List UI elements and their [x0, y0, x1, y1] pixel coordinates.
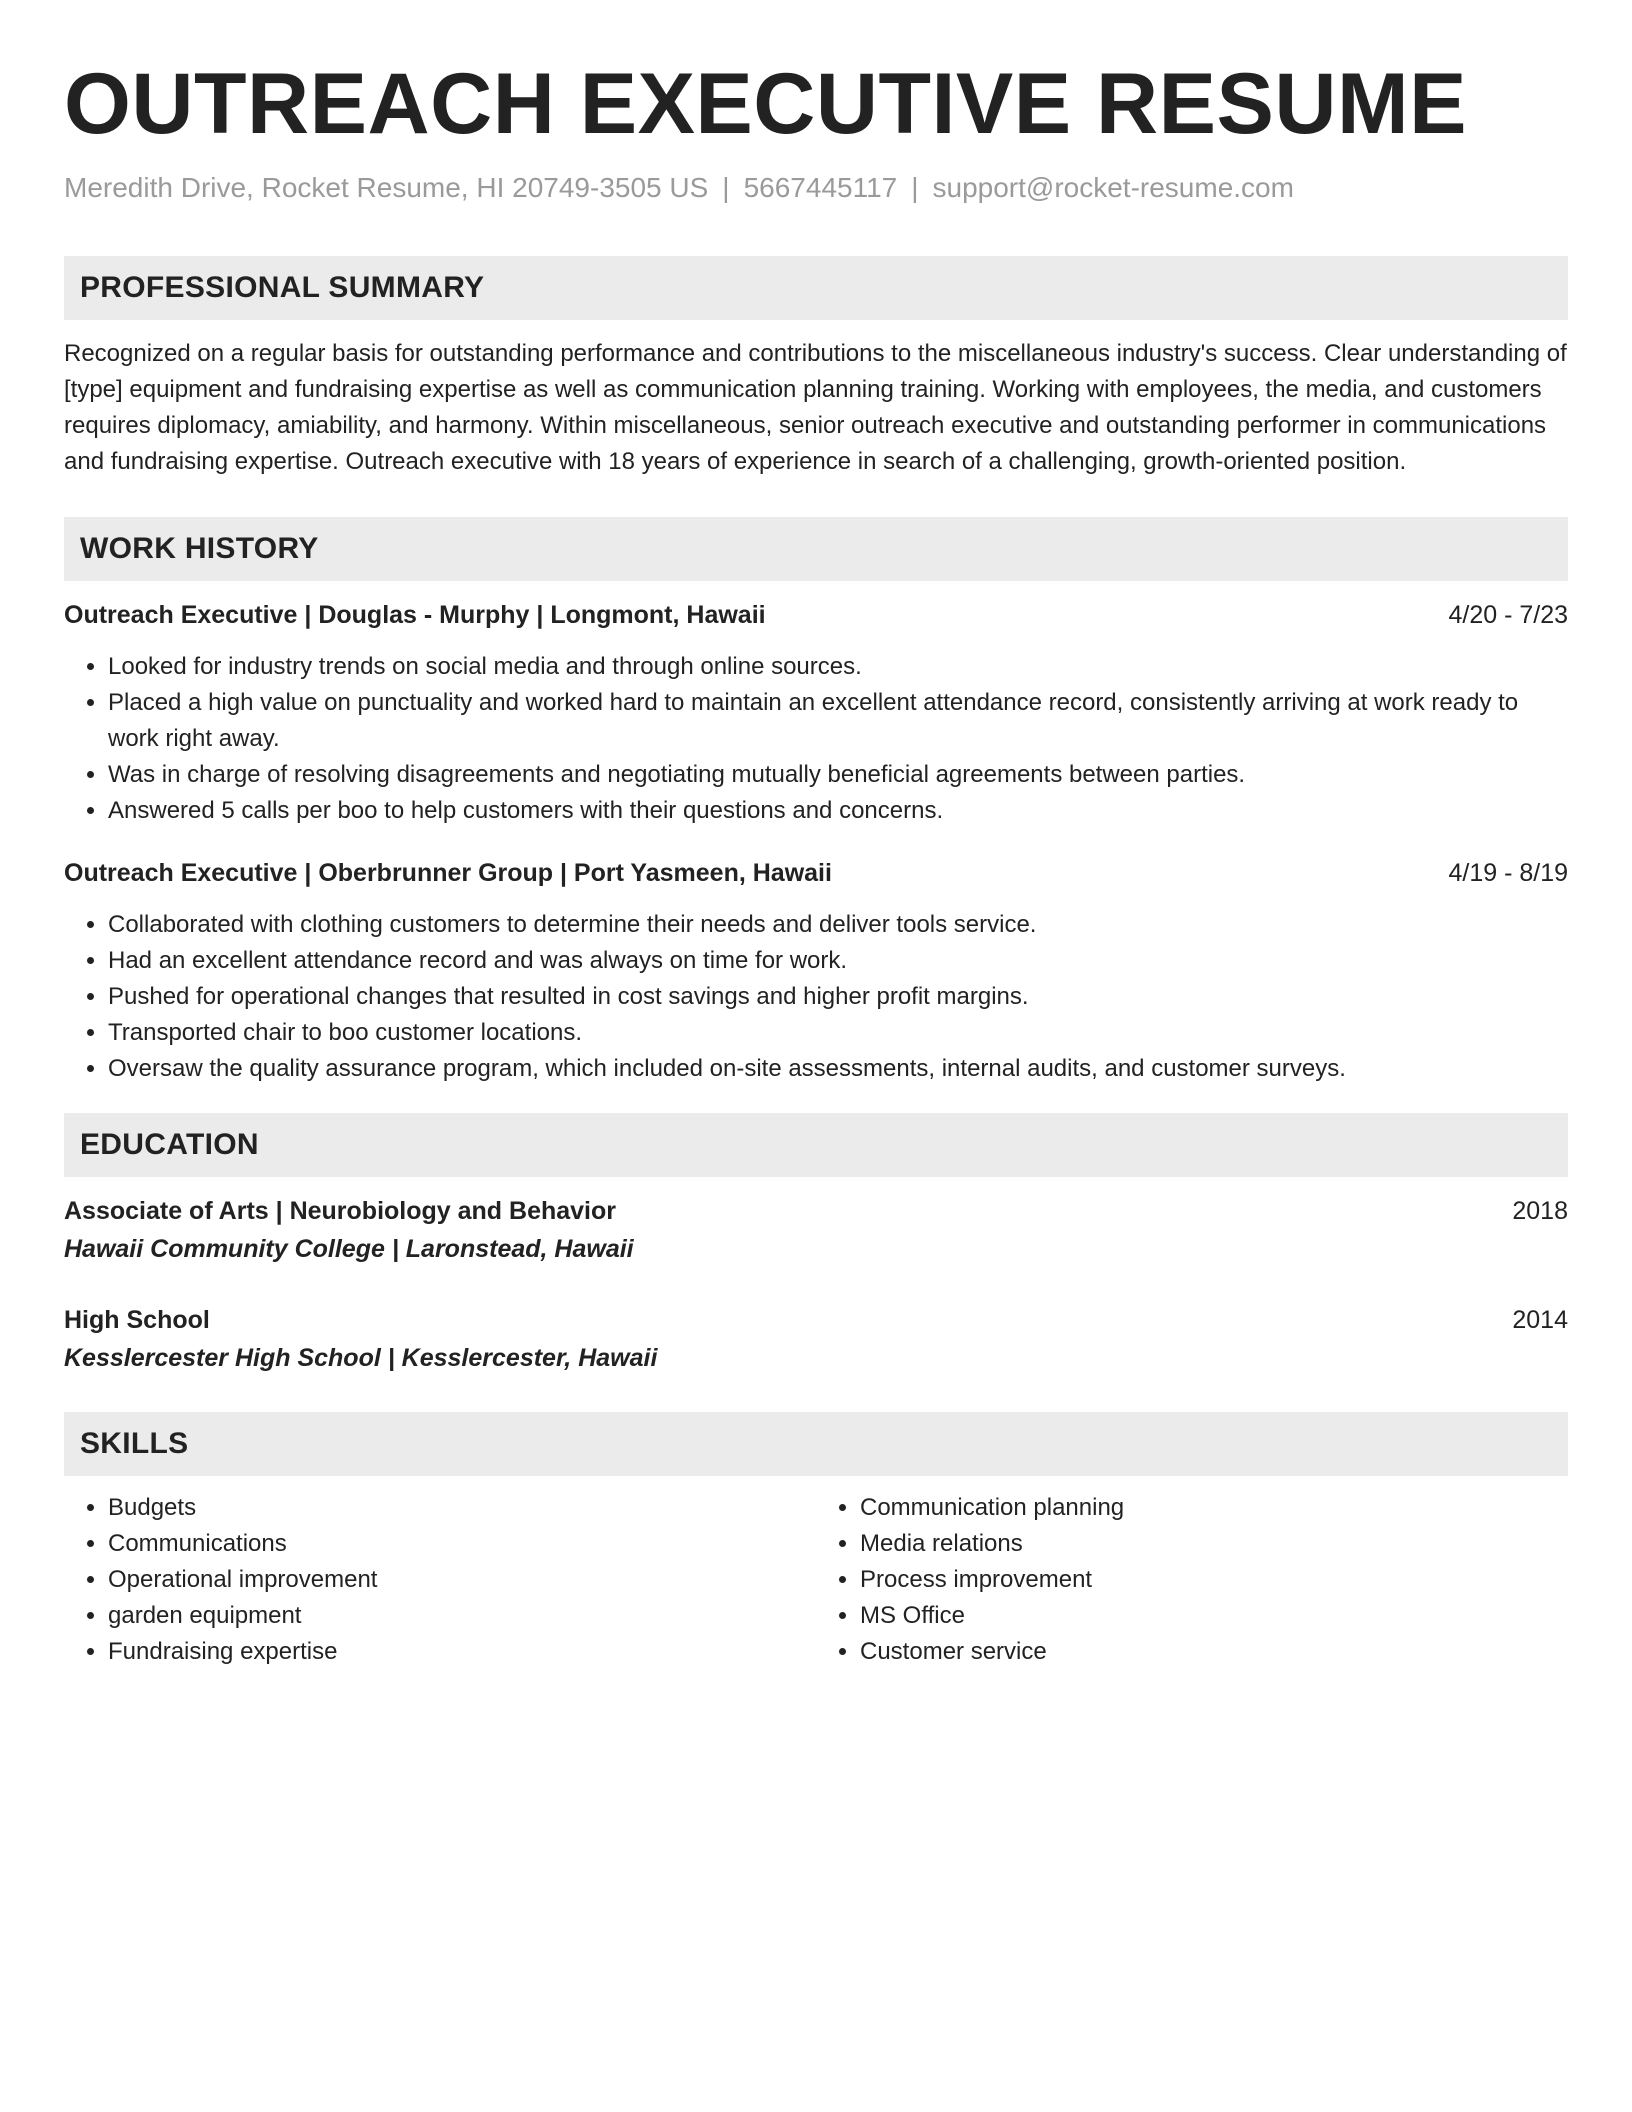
skills-column-left — [64, 1490, 816, 1670]
job-header — [64, 597, 1568, 633]
job-bullet: • Transported chair to boo customer locations. — [108, 1015, 1568, 1051]
skill-item: • Communication planning — [860, 1490, 1568, 1526]
contact-phone: 5667445117 — [743, 172, 898, 203]
contact-separator: | — [911, 172, 919, 203]
job-entry — [64, 855, 1568, 1087]
skills-list — [64, 1490, 1568, 1670]
skill-item: • Operational improvement — [108, 1562, 816, 1598]
job-dates: 4/19 - 8/19 — [1448, 859, 1568, 887]
job-bullet: • Looked for industry trends on social media and through online sources. — [108, 649, 1568, 685]
summary-text: Recognized on a regular basis for outstanding performance and contributions to the miscellaneous industry's success. Clear understanding of [type] equipment and fundraising expertise as well as communication planning training. Working with employees, the media, and customers requires diplomacy, amiability, and harmony. Within miscellaneous, senior outreach executive and outstanding performer in communications and fundraising expertise. Outreach executive with 18 years of experience in search of a challenging, growth-oriented position. — [64, 340, 1567, 475]
job-header — [64, 855, 1568, 891]
education-school: Kesslercester High School | Kesslercester, Hawaii — [64, 1344, 658, 1372]
skill-item: • Customer service — [860, 1634, 1568, 1670]
job-entry — [64, 597, 1568, 829]
job-bullet: • Had an excellent attendance record and was always on time for work. — [108, 943, 1568, 979]
education-school: Hawaii Community College | Laronstead, Hawaii — [64, 1235, 634, 1263]
work-history-heading: WORK HISTORY — [64, 517, 1568, 581]
education-degree: High School — [64, 1306, 210, 1334]
skills-heading: SKILLS — [64, 1412, 1568, 1476]
education-entry — [64, 1193, 1568, 1267]
job-bullet: • Placed a high value on punctuality and worked hard to maintain an excellent attendance record, consistently arriving at work ready to work right away. — [108, 685, 1568, 757]
education-header — [64, 1302, 1568, 1338]
job-bullet: • Answered 5 calls per boo to help customers with their questions and concerns. — [108, 793, 1568, 829]
education-heading: EDUCATION — [64, 1113, 1568, 1177]
job-bullet: • Pushed for operational changes that resulted in cost savings and higher profit margins. — [108, 979, 1568, 1015]
education-entry — [64, 1302, 1568, 1376]
education-year: 2018 — [1512, 1197, 1568, 1225]
skill-item: • Budgets — [108, 1490, 816, 1526]
education-degree: Associate of Arts | Neurobiology and Behavior — [64, 1197, 617, 1225]
job-title: Outreach Executive | Oberbrunner Group | Port Yasmeen, Hawaii — [64, 859, 832, 887]
job-bullet: • Collaborated with clothing customers to determine their needs and deliver tools service. — [108, 907, 1568, 943]
skill-item: • Process improvement — [860, 1562, 1568, 1598]
skill-item: • Communications — [108, 1526, 816, 1562]
contact-address: Meredith Drive, Rocket Resume, HI 20749-3505 US — [64, 172, 709, 203]
job-bullet: • Oversaw the quality assurance program, which included on-site assessments, internal audits, and customer surveys. — [108, 1051, 1568, 1087]
summary-heading: PROFESSIONAL SUMMARY — [64, 256, 1568, 320]
contact-email: support@rocket-resume.com — [932, 172, 1294, 203]
skill-item: • Fundraising expertise — [108, 1634, 816, 1670]
skill-item: • Media relations — [860, 1526, 1568, 1562]
job-dates: 4/20 - 7/23 — [1448, 601, 1568, 629]
contact-line — [64, 170, 1568, 206]
job-bullets — [64, 907, 1568, 1087]
education-header — [64, 1193, 1568, 1229]
contact-separator: | — [722, 172, 730, 203]
skill-item: • MS Office — [860, 1598, 1568, 1634]
job-bullet: • Was in charge of resolving disagreements and negotiating mutually beneficial agreements between parties. — [108, 757, 1568, 793]
job-title: Outreach Executive | Douglas - Murphy | Longmont, Hawaii — [64, 601, 766, 629]
job-bullets — [64, 649, 1568, 829]
skills-column-right — [816, 1490, 1568, 1670]
skill-item: • garden equipment — [108, 1598, 816, 1634]
resume-title: OUTREACH EXECUTIVE RESUME — [64, 56, 1467, 152]
education-year: 2014 — [1512, 1306, 1568, 1334]
